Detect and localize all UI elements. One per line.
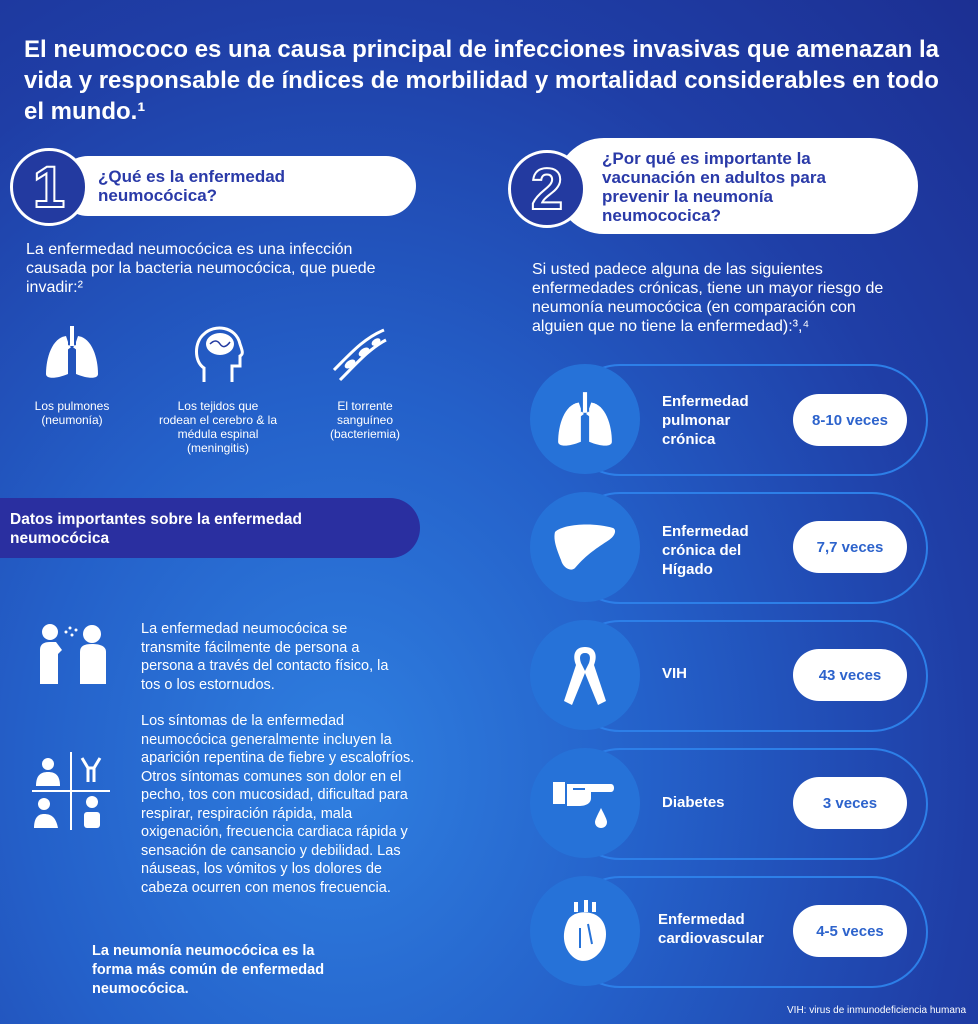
transmission-text: La enfermedad neumocócica se transmite fácilmente de persona a persona a través del contacto físico, la tos o los estornudos. (141, 621, 389, 693)
risk-badge-hiv: 43 veces (793, 649, 907, 701)
section1-number-badge (10, 148, 88, 226)
condition-circle-diabetes (530, 748, 640, 858)
condition-circle-cardio (530, 876, 640, 986)
risk-badge-cardio: 4-5 veces (793, 905, 907, 957)
condition-circle-lung (530, 364, 640, 474)
section2-intro: Si usted padece alguna de las siguientes enfermedades crónicas, tiene un mayor riesgo de neumonía neumocócica (en comparación con alguien que no tiene la enfermedad):³,⁴ (532, 261, 884, 335)
section1-title: ¿Qué es la enfermedad neumocócica? (98, 167, 286, 205)
facts-title-bar (0, 498, 420, 558)
glucose-test-icon (551, 776, 619, 830)
organ-caption-blood: El torrente sanguíneo (bacteriemia) (329, 399, 401, 441)
section1-title-pill (58, 156, 416, 216)
ribbon-icon (560, 643, 610, 707)
footnote: VIH: virus de inmunodeficiencia humana (787, 1005, 966, 1016)
section1-intro: La enfermedad neumocócica es una infección causada por la bacteria neumocócica, que puede invadir:² (26, 241, 376, 296)
condition-label-hiv: VIH (662, 665, 688, 682)
symptoms-text: Los síntomas de la enfermedad neumocócica generalmente incluyen la aparición repentina de fiebre y escalofríos. Otros síntomas comunes son dolor en el pecho, tos con mucosidad, dificultad para respirar, respiración rápida, mala oxigenación, frecuencia cardiaca rápida y sensación de cansancio y debilidad. Las náuseas, los vómitos y los dolores de cabeza ocurren con menos frecuencia. (141, 713, 415, 896)
lungs-icon (554, 388, 616, 450)
heart-icon (558, 898, 612, 964)
risk-badge-diabetes: 3 veces (793, 777, 907, 829)
organ-caption-brain: Los tejidos que rodean el cerebro & la médula espinal (meningitis) (158, 399, 278, 455)
symptoms-grid-icon (30, 750, 112, 832)
condition-label-liver: Enfermedad crónica del Hígado (662, 523, 749, 578)
lungs-icon (42, 322, 102, 382)
condition-label-diabetes: Diabetes (662, 794, 725, 811)
section2-number: 2 (530, 156, 564, 222)
conclusion-text: La neumonía neumocócica es la forma más común de enfermedad neumocócica. (92, 943, 325, 997)
head-brain-icon (190, 322, 246, 384)
liver-icon (553, 522, 617, 572)
section1-number: 1 (32, 154, 66, 220)
section2-title: ¿Por qué es importante la vacunación en adultos para prevenir la neumonía neumococica? (602, 149, 826, 225)
blood-vessel-icon (330, 324, 388, 382)
risk-badge-lung: 8-10 veces (793, 394, 907, 446)
condition-circle-liver (530, 492, 640, 602)
cough-transmission-icon (36, 620, 110, 684)
organ-caption-lungs: Los pulmones (neumonía) (34, 399, 110, 427)
condition-label-lung: Enfermedad pulmonar crónica (662, 393, 749, 448)
condition-label-cardio: Enfermedad cardiovascular (658, 911, 764, 947)
section2-number-badge (508, 150, 586, 228)
condition-circle-hiv (530, 620, 640, 730)
facts-title: Datos importantes sobre la enfermedad neumocócica (10, 511, 302, 547)
main-headline: El neumococo es una causa principal de infecciones invasivas que amenazan la vida y responsable de índices de morbilidad y mortalidad considerables en todo el mundo.¹ (24, 36, 940, 125)
risk-badge-liver: 7,7 veces (793, 521, 907, 573)
section2-title-pill (556, 138, 918, 234)
